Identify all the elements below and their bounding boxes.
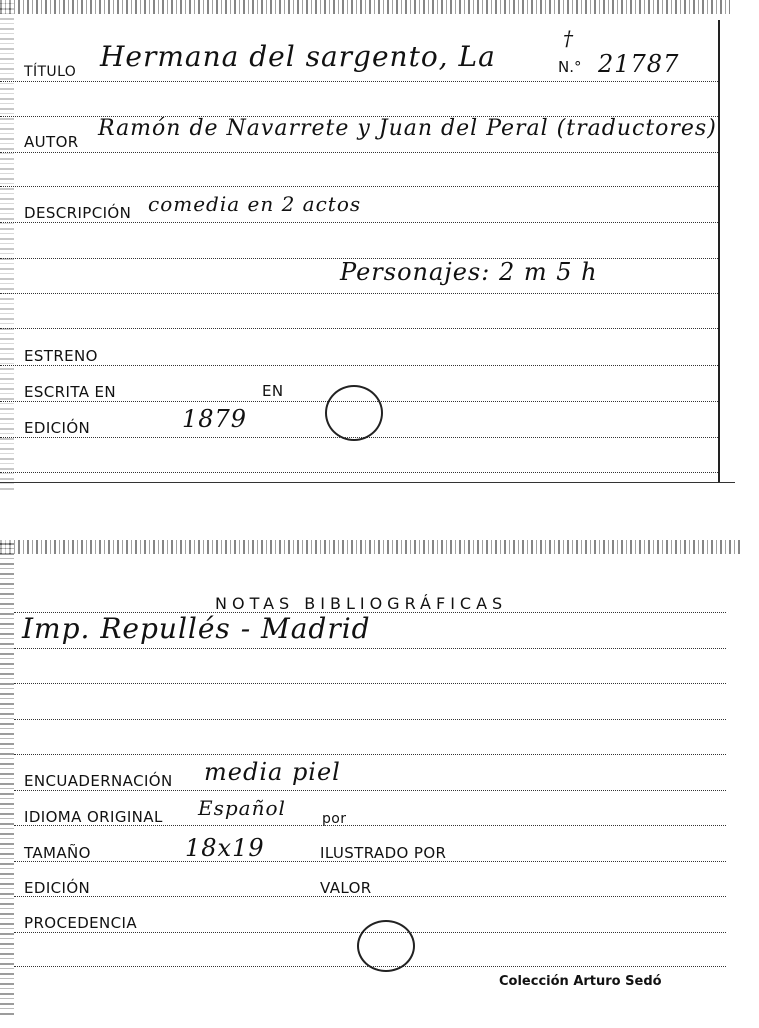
encuadernacion-value: media piel [204,758,341,786]
card-edge-noise [0,540,14,1015]
encuadernacion-label: ENCUADERNACIÓN [24,772,173,790]
cross-mark: † [563,26,574,50]
escrita-en-label: ESCRITA EN [24,383,117,401]
descripcion-label: DESCRIPCIÓN [24,204,132,222]
por-label: por [322,811,347,827]
numero-label: N.° [558,58,582,76]
rule-line [14,790,726,791]
descripcion-value: comedia en 2 actos [148,192,362,216]
card-bottom-edge [0,482,735,483]
rule-line [0,365,718,366]
library-stamp [357,920,415,972]
edicion-value: 1879 [182,405,248,433]
numero-value: 21787 [598,50,680,78]
titulo-label: TÍTULO [24,64,77,80]
edicion-label: EDICIÓN [24,419,91,437]
rule-line [0,152,718,153]
rule-line [0,328,718,329]
rule-line [0,472,718,473]
idioma-original-label: IDIOMA ORIGINAL [24,808,163,826]
ilustrado-por-label: ILUSTRADO POR [320,844,447,862]
autor-label: AUTOR [24,133,79,151]
rule-line [14,683,726,684]
valor-label: VALOR [320,879,372,897]
tamano-value: 18x19 [185,834,265,862]
rule-line [14,754,726,755]
rule-line [0,186,718,187]
procedencia-label: PROCEDENCIA [24,914,138,932]
back-card [0,540,740,1015]
edicion-back-label: EDICIÓN [24,879,91,897]
collection-label: Colección Arturo Sedó [499,974,662,989]
rule-line [0,81,718,82]
library-stamp [325,385,383,441]
right-border [718,20,720,482]
titulo-value: Hermana del sargento, La [100,40,496,73]
en-label: EN [262,382,284,400]
rule-line [14,648,726,649]
card-edge-noise [0,0,730,14]
card-edge-noise [0,0,14,490]
rule-line [14,719,726,720]
rule-line [0,293,718,294]
notas-value: Imp. Repullés - Madrid [22,612,371,645]
idioma-original-value: Español [198,796,286,820]
estreno-label: ESTRENO [24,347,98,365]
rule-line [0,222,718,223]
autor-value: Ramón de Navarrete y Juan del Peral (traductores) [98,116,717,141]
front-card [0,0,730,490]
card-edge-noise [0,540,740,554]
personajes-value: Personajes: 2 m 5 h [340,258,598,286]
tamano-label: TAMAÑO [24,844,91,862]
notas-heading: NOTAS BIBLIOGRÁFICAS [215,594,508,613]
